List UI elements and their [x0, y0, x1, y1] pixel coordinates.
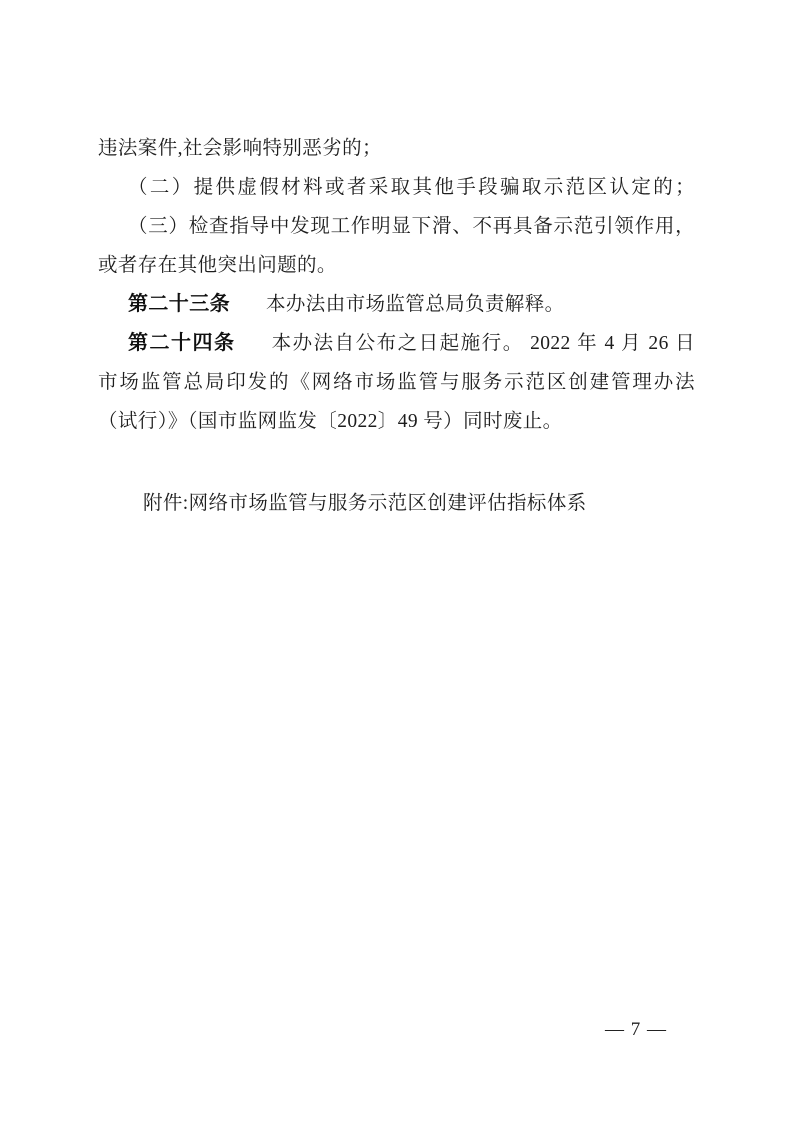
text-line [98, 363, 695, 402]
line-text: （三）检查指导中发现工作明显下滑、不再具备示范引领作用， [128, 216, 695, 237]
article-number: 第二十三条 [128, 293, 230, 315]
page-number: — 7 — [605, 1019, 667, 1040]
line-text: 本办法自公布之日起施行。 2022 年 4 月 26 日 [271, 333, 695, 354]
line-text: （试行）》（国市监网监发〔2022〕49 号）同时废止。 [98, 411, 563, 432]
line-text: 附件:网络市场监管与服务示范区创建评估指标体系 [143, 493, 587, 514]
text-line [98, 324, 695, 363]
document-body [98, 129, 695, 523]
line-text: （二）提供虚假材料或者采取其他手段骗取示范区认定的； [128, 177, 695, 198]
line-text: 本办法由市场监管总局负责解释。 [266, 294, 565, 315]
line-text: 或者存在其他突出问题的。 [98, 255, 337, 276]
article-number: 第二十四条 [128, 332, 236, 354]
text-line [98, 246, 695, 285]
text-line [98, 402, 695, 441]
text-line [98, 207, 695, 246]
line-text: 违法案件,社会影响特别恶劣的； [98, 138, 382, 159]
text-line [98, 168, 695, 207]
text-line [98, 129, 695, 168]
line-text: 市场监管总局印发的《网络市场监管与服务示范区创建管理办法 [98, 372, 695, 393]
text-line [98, 285, 695, 324]
text-line [98, 484, 695, 523]
